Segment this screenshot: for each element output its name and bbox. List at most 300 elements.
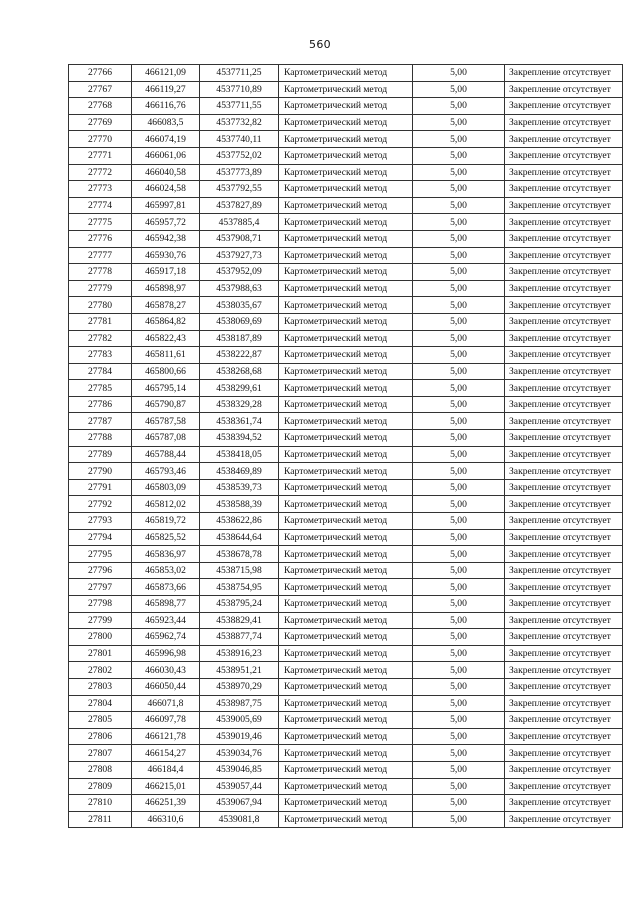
point-number-cell: 27781 [69, 313, 132, 330]
table-row [69, 430, 623, 447]
x-coordinate-cell: 465836,97 [132, 546, 200, 563]
method-cell: Картометрический метод [279, 131, 413, 148]
y-coordinate-cell: 4537927,73 [200, 247, 279, 264]
method-cell: Картометрический метод [279, 761, 413, 778]
y-coordinate-cell: 4538951,21 [200, 662, 279, 679]
x-coordinate-cell: 465997,81 [132, 197, 200, 214]
fixing-cell: Закрепление отсутствует [505, 629, 623, 646]
point-number-cell: 27792 [69, 496, 132, 513]
accuracy-cell: 5,00 [413, 413, 505, 430]
x-coordinate-cell: 466040,58 [132, 164, 200, 181]
coordinates-table-body [69, 65, 623, 828]
point-number-cell: 27785 [69, 380, 132, 397]
y-coordinate-cell: 4537711,25 [200, 65, 279, 82]
fixing-cell: Закрепление отсутствует [505, 596, 623, 613]
point-number-cell: 27766 [69, 65, 132, 82]
accuracy-cell: 5,00 [413, 629, 505, 646]
method-cell: Картометрический метод [279, 546, 413, 563]
y-coordinate-cell: 4538829,41 [200, 612, 279, 629]
fixing-cell: Закрепление отсутствует [505, 330, 623, 347]
y-coordinate-cell: 4538754,95 [200, 579, 279, 596]
x-coordinate-cell: 465853,02 [132, 562, 200, 579]
fixing-cell: Закрепление отсутствует [505, 247, 623, 264]
method-cell: Картометрический метод [279, 596, 413, 613]
accuracy-cell: 5,00 [413, 396, 505, 413]
point-number-cell: 27771 [69, 147, 132, 164]
point-number-cell: 27798 [69, 596, 132, 613]
method-cell: Картометрический метод [279, 463, 413, 480]
table-row [69, 230, 623, 247]
point-number-cell: 27802 [69, 662, 132, 679]
table-row [69, 413, 623, 430]
accuracy-cell: 5,00 [413, 612, 505, 629]
x-coordinate-cell: 466251,39 [132, 795, 200, 812]
fixing-cell: Закрепление отсутствует [505, 778, 623, 795]
table-row [69, 728, 623, 745]
point-number-cell: 27804 [69, 695, 132, 712]
fixing-cell: Закрепление отсутствует [505, 98, 623, 115]
table-row [69, 795, 623, 812]
point-number-cell: 27799 [69, 612, 132, 629]
point-number-cell: 27796 [69, 562, 132, 579]
x-coordinate-cell: 465825,52 [132, 529, 200, 546]
point-number-cell: 27775 [69, 214, 132, 231]
fixing-cell: Закрепление отсутствует [505, 745, 623, 762]
fixing-cell: Закрепление отсутствует [505, 230, 623, 247]
x-coordinate-cell: 466024,58 [132, 181, 200, 198]
x-coordinate-cell: 465878,27 [132, 297, 200, 314]
table-row [69, 761, 623, 778]
x-coordinate-cell: 465942,38 [132, 230, 200, 247]
y-coordinate-cell: 4538715,98 [200, 562, 279, 579]
table-row [69, 247, 623, 264]
point-number-cell: 27788 [69, 430, 132, 447]
table-row [69, 363, 623, 380]
table-row [69, 81, 623, 98]
x-coordinate-cell: 465811,61 [132, 347, 200, 364]
point-number-cell: 27784 [69, 363, 132, 380]
y-coordinate-cell: 4538469,89 [200, 463, 279, 480]
x-coordinate-cell: 465898,97 [132, 280, 200, 297]
point-number-cell: 27778 [69, 264, 132, 281]
fixing-cell: Закрепление отсутствует [505, 363, 623, 380]
y-coordinate-cell: 4537952,09 [200, 264, 279, 281]
table-row [69, 579, 623, 596]
table-row [69, 596, 623, 613]
x-coordinate-cell: 465957,72 [132, 214, 200, 231]
x-coordinate-cell: 465793,46 [132, 463, 200, 480]
table-row [69, 446, 623, 463]
y-coordinate-cell: 4538644,64 [200, 529, 279, 546]
table-row [69, 513, 623, 530]
y-coordinate-cell: 4537827,89 [200, 197, 279, 214]
fixing-cell: Закрепление отсутствует [505, 181, 623, 198]
accuracy-cell: 5,00 [413, 81, 505, 98]
point-number-cell: 27808 [69, 761, 132, 778]
accuracy-cell: 5,00 [413, 313, 505, 330]
method-cell: Картометрический метод [279, 712, 413, 729]
accuracy-cell: 5,00 [413, 65, 505, 82]
x-coordinate-cell: 465930,76 [132, 247, 200, 264]
point-number-cell: 27772 [69, 164, 132, 181]
accuracy-cell: 5,00 [413, 546, 505, 563]
method-cell: Картометрический метод [279, 496, 413, 513]
y-coordinate-cell: 4538299,61 [200, 380, 279, 397]
x-coordinate-cell: 465864,82 [132, 313, 200, 330]
point-number-cell: 27806 [69, 728, 132, 745]
point-number-cell: 27777 [69, 247, 132, 264]
accuracy-cell: 5,00 [413, 479, 505, 496]
accuracy-cell: 5,00 [413, 297, 505, 314]
method-cell: Картометрический метод [279, 197, 413, 214]
accuracy-cell: 5,00 [413, 98, 505, 115]
accuracy-cell: 5,00 [413, 363, 505, 380]
accuracy-cell: 5,00 [413, 230, 505, 247]
table-row [69, 546, 623, 563]
table-row [69, 65, 623, 82]
table-row [69, 181, 623, 198]
accuracy-cell: 5,00 [413, 347, 505, 364]
table-row [69, 811, 623, 828]
method-cell: Картометрический метод [279, 513, 413, 530]
y-coordinate-cell: 4537732,82 [200, 114, 279, 131]
table-row [69, 264, 623, 281]
accuracy-cell: 5,00 [413, 695, 505, 712]
y-coordinate-cell: 4537752,02 [200, 147, 279, 164]
y-coordinate-cell: 4538361,74 [200, 413, 279, 430]
x-coordinate-cell: 465819,72 [132, 513, 200, 530]
x-coordinate-cell: 465996,98 [132, 645, 200, 662]
method-cell: Картометрический метод [279, 81, 413, 98]
x-coordinate-cell: 465822,43 [132, 330, 200, 347]
point-number-cell: 27779 [69, 280, 132, 297]
method-cell: Картометрический метод [279, 446, 413, 463]
point-number-cell: 27807 [69, 745, 132, 762]
fixing-cell: Закрепление отсутствует [505, 712, 623, 729]
fixing-cell: Закрепление отсутствует [505, 546, 623, 563]
point-number-cell: 27790 [69, 463, 132, 480]
y-coordinate-cell: 4538987,75 [200, 695, 279, 712]
y-coordinate-cell: 4539046,85 [200, 761, 279, 778]
point-number-cell: 27774 [69, 197, 132, 214]
fixing-cell: Закрепление отсутствует [505, 513, 623, 530]
method-cell: Картометрический метод [279, 114, 413, 131]
table-row [69, 612, 623, 629]
fixing-cell: Закрепление отсутствует [505, 264, 623, 281]
method-cell: Картометрический метод [279, 164, 413, 181]
x-coordinate-cell: 465795,14 [132, 380, 200, 397]
page-number: 560 [309, 38, 331, 51]
accuracy-cell: 5,00 [413, 496, 505, 513]
table-row [69, 695, 623, 712]
method-cell: Картометрический метод [279, 728, 413, 745]
x-coordinate-cell: 466061,06 [132, 147, 200, 164]
fixing-cell: Закрепление отсутствует [505, 164, 623, 181]
point-number-cell: 27782 [69, 330, 132, 347]
fixing-cell: Закрепление отсутствует [505, 396, 623, 413]
table-row [69, 330, 623, 347]
method-cell: Картометрический метод [279, 247, 413, 264]
fixing-cell: Закрепление отсутствует [505, 579, 623, 596]
accuracy-cell: 5,00 [413, 197, 505, 214]
point-number-cell: 27780 [69, 297, 132, 314]
accuracy-cell: 5,00 [413, 596, 505, 613]
method-cell: Картометрический метод [279, 479, 413, 496]
y-coordinate-cell: 4537908,71 [200, 230, 279, 247]
x-coordinate-cell: 466119,27 [132, 81, 200, 98]
fixing-cell: Закрепление отсутствует [505, 463, 623, 480]
accuracy-cell: 5,00 [413, 712, 505, 729]
accuracy-cell: 5,00 [413, 795, 505, 812]
y-coordinate-cell: 4539019,46 [200, 728, 279, 745]
x-coordinate-cell: 465898,77 [132, 596, 200, 613]
point-number-cell: 27809 [69, 778, 132, 795]
point-number-cell: 27800 [69, 629, 132, 646]
accuracy-cell: 5,00 [413, 678, 505, 695]
table-row [69, 645, 623, 662]
method-cell: Картометрический метод [279, 678, 413, 695]
point-number-cell: 27797 [69, 579, 132, 596]
y-coordinate-cell: 4538539,73 [200, 479, 279, 496]
method-cell: Картометрический метод [279, 297, 413, 314]
y-coordinate-cell: 4538916,23 [200, 645, 279, 662]
table-row [69, 678, 623, 695]
accuracy-cell: 5,00 [413, 446, 505, 463]
x-coordinate-cell: 465873,66 [132, 579, 200, 596]
accuracy-cell: 5,00 [413, 264, 505, 281]
method-cell: Картометрический метод [279, 363, 413, 380]
y-coordinate-cell: 4538394,52 [200, 430, 279, 447]
accuracy-cell: 5,00 [413, 579, 505, 596]
method-cell: Картометрический метод [279, 579, 413, 596]
fixing-cell: Закрепление отсутствует [505, 761, 623, 778]
table-row [69, 164, 623, 181]
table-row [69, 712, 623, 729]
table-row [69, 214, 623, 231]
x-coordinate-cell: 466030,43 [132, 662, 200, 679]
accuracy-cell: 5,00 [413, 430, 505, 447]
fixing-cell: Закрепление отсутствует [505, 479, 623, 496]
accuracy-cell: 5,00 [413, 761, 505, 778]
y-coordinate-cell: 4538418,05 [200, 446, 279, 463]
method-cell: Картометрический метод [279, 65, 413, 82]
x-coordinate-cell: 466071,8 [132, 695, 200, 712]
fixing-cell: Закрепление отсутствует [505, 811, 623, 828]
point-number-cell: 27773 [69, 181, 132, 198]
point-number-cell: 27787 [69, 413, 132, 430]
x-coordinate-cell: 465788,44 [132, 446, 200, 463]
fixing-cell: Закрепление отсутствует [505, 380, 623, 397]
x-coordinate-cell: 466050,44 [132, 678, 200, 695]
fixing-cell: Закрепление отсутствует [505, 662, 623, 679]
x-coordinate-cell: 465923,44 [132, 612, 200, 629]
y-coordinate-cell: 4538268,68 [200, 363, 279, 380]
accuracy-cell: 5,00 [413, 280, 505, 297]
fixing-cell: Закрепление отсутствует [505, 446, 623, 463]
accuracy-cell: 5,00 [413, 513, 505, 530]
accuracy-cell: 5,00 [413, 662, 505, 679]
fixing-cell: Закрепление отсутствует [505, 114, 623, 131]
y-coordinate-cell: 4538678,78 [200, 546, 279, 563]
point-number-cell: 27794 [69, 529, 132, 546]
fixing-cell: Закрепление отсутствует [505, 529, 623, 546]
y-coordinate-cell: 4539057,44 [200, 778, 279, 795]
table-row [69, 396, 623, 413]
y-coordinate-cell: 4537885,4 [200, 214, 279, 231]
table-row [69, 496, 623, 513]
table-row [69, 380, 623, 397]
y-coordinate-cell: 4537792,55 [200, 181, 279, 198]
method-cell: Картометрический метод [279, 629, 413, 646]
y-coordinate-cell: 4537740,11 [200, 131, 279, 148]
method-cell: Картометрический метод [279, 347, 413, 364]
fixing-cell: Закрепление отсутствует [505, 678, 623, 695]
table-row [69, 114, 623, 131]
x-coordinate-cell: 466116,76 [132, 98, 200, 115]
table-row [69, 280, 623, 297]
y-coordinate-cell: 4538877,74 [200, 629, 279, 646]
point-number-cell: 27805 [69, 712, 132, 729]
fixing-cell: Закрепление отсутствует [505, 197, 623, 214]
y-coordinate-cell: 4537773,89 [200, 164, 279, 181]
y-coordinate-cell: 4537988,63 [200, 280, 279, 297]
x-coordinate-cell: 465800,66 [132, 363, 200, 380]
y-coordinate-cell: 4538069,69 [200, 313, 279, 330]
method-cell: Картометрический метод [279, 745, 413, 762]
x-coordinate-cell: 466097,78 [132, 712, 200, 729]
table-row [69, 197, 623, 214]
fixing-cell: Закрепление отсутствует [505, 695, 623, 712]
point-number-cell: 27770 [69, 131, 132, 148]
table-row [69, 147, 623, 164]
point-number-cell: 27769 [69, 114, 132, 131]
y-coordinate-cell: 4539067,94 [200, 795, 279, 812]
point-number-cell: 27810 [69, 795, 132, 812]
method-cell: Картометрический метод [279, 98, 413, 115]
accuracy-cell: 5,00 [413, 147, 505, 164]
x-coordinate-cell: 465790,87 [132, 396, 200, 413]
method-cell: Картометрический метод [279, 330, 413, 347]
x-coordinate-cell: 465787,58 [132, 413, 200, 430]
point-number-cell: 27786 [69, 396, 132, 413]
table-row [69, 629, 623, 646]
accuracy-cell: 5,00 [413, 562, 505, 579]
method-cell: Картометрический метод [279, 430, 413, 447]
accuracy-cell: 5,00 [413, 811, 505, 828]
y-coordinate-cell: 4537711,55 [200, 98, 279, 115]
fixing-cell: Закрепление отсутствует [505, 728, 623, 745]
fixing-cell: Закрепление отсутствует [505, 280, 623, 297]
point-number-cell: 27803 [69, 678, 132, 695]
point-number-cell: 27801 [69, 645, 132, 662]
table-row [69, 131, 623, 148]
x-coordinate-cell: 466121,78 [132, 728, 200, 745]
point-number-cell: 27783 [69, 347, 132, 364]
point-number-cell: 27789 [69, 446, 132, 463]
x-coordinate-cell: 465812,02 [132, 496, 200, 513]
accuracy-cell: 5,00 [413, 745, 505, 762]
method-cell: Картометрический метод [279, 380, 413, 397]
method-cell: Картометрический метод [279, 695, 413, 712]
point-number-cell: 27793 [69, 513, 132, 530]
table-row [69, 778, 623, 795]
method-cell: Картометрический метод [279, 396, 413, 413]
x-coordinate-cell: 466121,09 [132, 65, 200, 82]
y-coordinate-cell: 4538795,24 [200, 596, 279, 613]
y-coordinate-cell: 4539034,76 [200, 745, 279, 762]
table-row [69, 297, 623, 314]
accuracy-cell: 5,00 [413, 181, 505, 198]
x-coordinate-cell: 466074,19 [132, 131, 200, 148]
accuracy-cell: 5,00 [413, 114, 505, 131]
x-coordinate-cell: 466083,5 [132, 114, 200, 131]
y-coordinate-cell: 4539005,69 [200, 712, 279, 729]
y-coordinate-cell: 4538035,67 [200, 297, 279, 314]
accuracy-cell: 5,00 [413, 778, 505, 795]
method-cell: Картометрический метод [279, 662, 413, 679]
fixing-cell: Закрепление отсутствует [505, 131, 623, 148]
accuracy-cell: 5,00 [413, 645, 505, 662]
method-cell: Картометрический метод [279, 214, 413, 231]
coordinates-table [68, 64, 623, 828]
method-cell: Картометрический метод [279, 230, 413, 247]
accuracy-cell: 5,00 [413, 380, 505, 397]
method-cell: Картометрический метод [279, 529, 413, 546]
fixing-cell: Закрепление отсутствует [505, 147, 623, 164]
method-cell: Картометрический метод [279, 795, 413, 812]
fixing-cell: Закрепление отсутствует [505, 612, 623, 629]
point-number-cell: 27776 [69, 230, 132, 247]
point-number-cell: 27768 [69, 98, 132, 115]
accuracy-cell: 5,00 [413, 728, 505, 745]
accuracy-cell: 5,00 [413, 330, 505, 347]
point-number-cell: 27811 [69, 811, 132, 828]
point-number-cell: 27767 [69, 81, 132, 98]
y-coordinate-cell: 4538970,29 [200, 678, 279, 695]
y-coordinate-cell: 4538329,28 [200, 396, 279, 413]
method-cell: Картометрический метод [279, 264, 413, 281]
fixing-cell: Закрепление отсутствует [505, 81, 623, 98]
table-row [69, 662, 623, 679]
x-coordinate-cell: 466215,01 [132, 778, 200, 795]
x-coordinate-cell: 466184,4 [132, 761, 200, 778]
x-coordinate-cell: 465962,74 [132, 629, 200, 646]
method-cell: Картометрический метод [279, 413, 413, 430]
method-cell: Картометрический метод [279, 778, 413, 795]
y-coordinate-cell: 4537710,89 [200, 81, 279, 98]
fixing-cell: Закрепление отсутствует [505, 413, 623, 430]
x-coordinate-cell: 465917,18 [132, 264, 200, 281]
table-row [69, 529, 623, 546]
method-cell: Картометрический метод [279, 645, 413, 662]
fixing-cell: Закрепление отсутствует [505, 347, 623, 364]
x-coordinate-cell: 465803,09 [132, 479, 200, 496]
y-coordinate-cell: 4538588,39 [200, 496, 279, 513]
method-cell: Картометрический метод [279, 313, 413, 330]
point-number-cell: 27791 [69, 479, 132, 496]
method-cell: Картометрический метод [279, 181, 413, 198]
x-coordinate-cell: 466310,6 [132, 811, 200, 828]
method-cell: Картометрический метод [279, 562, 413, 579]
accuracy-cell: 5,00 [413, 131, 505, 148]
fixing-cell: Закрепление отсутствует [505, 313, 623, 330]
method-cell: Картометрический метод [279, 811, 413, 828]
table-row [69, 313, 623, 330]
fixing-cell: Закрепление отсутствует [505, 645, 623, 662]
table-row [69, 562, 623, 579]
x-coordinate-cell: 465787,08 [132, 430, 200, 447]
fixing-cell: Закрепление отсутствует [505, 562, 623, 579]
